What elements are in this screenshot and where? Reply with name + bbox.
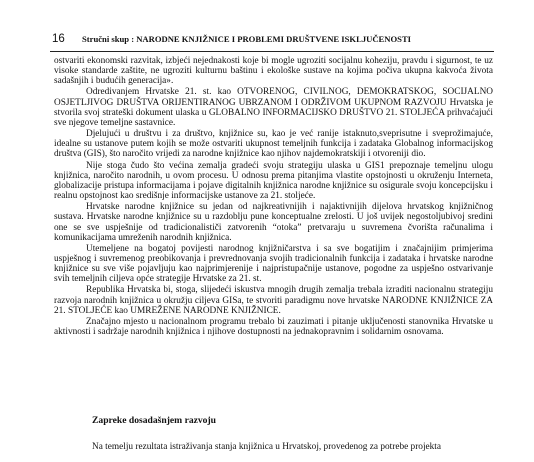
paragraph: Nije stoga čudo što većina zemalja gradeći svoju strategiju ulaska u GIS1 prepoznaje temeljnu ulogu knjižnica, naročito narodnih, u ovom procesu. U odnosu prema pitanjima vlastite opstojnosti u okruženju Interneta, globalizacije pristupa informacijama i pojave digitalnih knjižnica narodne knjižnice su osigurale svoju koncepcijsku i realnu opstojnost kao središnje informacijske ustanove za 21. stoljeće. (54, 160, 493, 202)
running-head: Stručni skup : NARODNE KNJIŽNICE I PROBLEMI DRUŠTVENE ISKLJUČENOSTI (82, 34, 412, 44)
body-text (54, 56, 493, 338)
paragraph: Na temelju rezultata istraživanja stanja knjižnica u Hrvatskoj, provedenog za potrebe projekta (92, 442, 442, 452)
paragraph: Značajno mjesto u nacionalnom programu trebalo bi zauzimati i pitanje uključenosti stanovnika Hrvatske u aktivnosti i sadržaje narodnih knjižnica i njihove dostupnosti na jednakopravnim i solidarnim osnovama. (54, 316, 493, 338)
header-rule (50, 51, 494, 52)
paragraph: Utemeljene na bogatoj povijesti narodnog knjižničarstva i sa sve bogatijim i značajnijim primjerima uspješnog i suvremenog preobikovanja i prevrednovanja svojih tradicionalnih funkcija i zadataka i hrvatske narodne knjižnice su sve više pojavljuju kao najprimjerenije i najpristupačnije ustanove, pogodne za uspješno ostvarivanje svih temeljnih ciljeva opće strategije Hrvatske za 21. st. (54, 243, 493, 285)
paragraph: Republika Hrvatska bi, stoga, slijedeći iskustva mnogih drugih zemalja trebala izraditi nacionalnu strategiju razvoja narodnih knjižnica u okružju ciljeva GISa, te stvoriti paradigmu nove hrvatske NARODNE KNJIŽNICE ZA 21. STOLJEĆE kao UMREŽENE NARODNE KNJIŽNICE. (54, 285, 493, 316)
page-header (52, 33, 494, 45)
paragraph: Odredivanjem Hrvatske 21. st. kao OTVORENOG, CIVILNOG, DEMOKRATSKOG, SOCIJALNO OSJETLJIVOG DRUŠTVA ORIJENTIRANOG UBRZANOM I ODRŽIVOM UKUPNOM RAZVOJU Hrvatska je stvorila svoj strateški dokument ulaska u GLOBALNO INFORMACIJSKO DRUŠTVO 21. STOLJEĆA prihvaćajući sve njegove temeljne sastavnice. (54, 87, 493, 128)
paragraph: ostvariti ekonomski razvitak, izbjeći nejednakosti koje bi mogle ugroziti socijalnu koheziju, pravdu i sigurnost, te uz visoke standarde zaštite, ne ugroziti kulturnu baštinu i ekološke sustave na kojima počiva ukupna kakvoća života sadašnjih i budućih generacija». (54, 56, 493, 87)
page-number: 16 (52, 33, 65, 45)
paragraph: Djelujući u društvu i za društvo, knjižnice su, kao je već ranije istaknuto,sveprisutne i sveprožimajuće, idealne su ustanove putem kojih se može ostvariti ukupnost temeljnih funkcija i zadataka Globalnog informacijskog društva (GIS), što naročito vrijedi za narodne knjižnice kao njihov najdemokratskiji i otvoreniji dio. (54, 129, 493, 160)
section-heading: Zapreke dosadašnjem razvoju (92, 415, 217, 426)
paragraph: Hrvatske narodne knjižnice su jedan od najkreativnijih i najaktivnijih dijelova hrvatskog knjižničnog sustava. Hrvatske narodne knjižnice su u razdoblju pune konceptualne zrelosti. U još uvijek negostoljubivoj sredini one se sve uspješnije od tradicionalističi zatvorenih “otoka” pretvaraju u suvremena čvorišta računalima i komunikacijama umreženih narodnih knjižnica. (54, 202, 493, 243)
